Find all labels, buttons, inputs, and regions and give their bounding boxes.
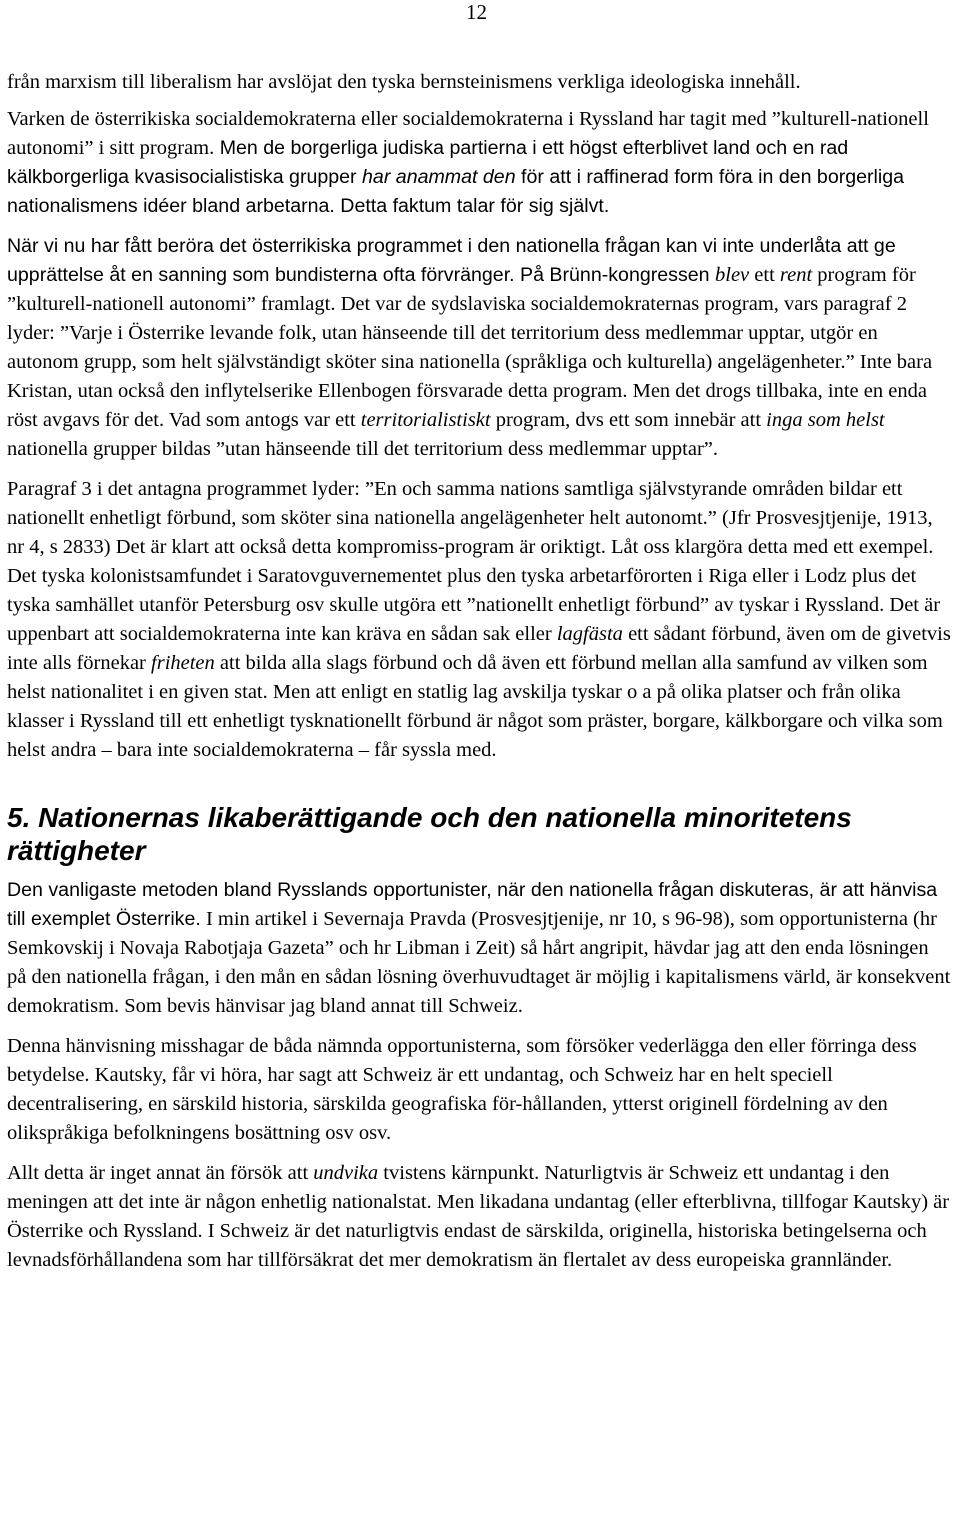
paragraph-4-text-b: ett sådant förbund, även om de givetvis inte alls förnekar (7, 623, 951, 674)
paragraph-4-emphasis-2: friheten (151, 652, 215, 674)
paragraph-5-text-a: Den vanligaste metoden bland Rysslands opportunister, när den nationella frågan diskuteras, är att hänvisa till exemplet Österrike. (7, 879, 938, 930)
paragraph-5 (7, 876, 953, 1021)
paragraph-6-text: Denna hänvisning misshagar de båda nämnda opportunisterna, som försöker vederlägga den eller förringa dess betydelse. Kautsky, får vi höra, har sagt att Schweiz är ett undantag, och Schweiz har en helt speciell decentralisering, en särskild historia, särskilda geografiska för-hållanden, ytterst originell fördelning av den olikspråkiga befolkningens bosättning osv osv. (7, 1035, 917, 1144)
paragraph-4 (7, 475, 953, 765)
section-heading: 5. Nationernas likaberättigande och den nationella minoritetens rättigheter (7, 802, 852, 866)
paragraph-1-text: från marxism till liberalism har avslöjat den tyska bernsteinismens verkliga ideologiska innehåll. (7, 71, 801, 93)
paragraph-2-text-c: för att i raffinerad form föra in den borgerliga nationalismens idéer bland arbetarna. Detta faktum talar för sig självt. (7, 166, 905, 217)
paragraph-1 (7, 68, 953, 97)
paragraph-2-text-b: Men de borgerliga judiska partierna i ett högst efterblivet land och en rad kälkborgerliga kvasisocialistiska grupper (7, 137, 849, 188)
paragraph-3-text-d: program, dvs ett som innebär att (490, 409, 767, 431)
paragraph-7 (7, 1159, 953, 1275)
paragraph-3-emphasis-1: blev (715, 264, 750, 286)
paragraph-4-emphasis-1: lagfästa (556, 623, 623, 645)
paragraph-3-emphasis-4: inga som helst (766, 409, 885, 431)
paragraph-7-text-b: tvistens kärnpunkt. Naturligtvis är Schweiz ett undantag i den meningen att det inte är någon enhetlig nationalstat. Men likadana undantag (eller efterblivna, tillfogar Kautsky) är Österrike och Ryssland. I Schweiz är det naturligtvis endast de särskilda, originella, historiska betingelserna och levnadsförhållandena som har tillförsäkrat det mer demokratism än flertalet av dess europeiska grannländer. (7, 1162, 950, 1271)
paragraph-3-emphasis-3: territorialistiskt (360, 409, 491, 431)
paragraph-6 (7, 1032, 953, 1148)
paragraph-3-text-c: program för ”kulturell-nationell autonomi” framlagt. Det var de sydslaviska socialdemokraternas program, vars paragraf 2 lyder: ”Varje i Österrike levande folk, utan hänseende till det territorium dess medlemmar upptar, utgör en autonom grupp, som helt självständigt sköter sina nationella (språkliga och kulturella) angelägenheter.” Inte bara Kristan, utan också den inflytelserike Ellenbogen försvarade detta program. Men det drogs tillbaka, inte en enda röst avgavs för det. Vad som antogs var ett (7, 264, 933, 431)
paragraph-3-text-e: nationella grupper bildas ”utan hänseende till det territorium dess medlemmar upptar”. (7, 438, 719, 460)
paragraph-3-text-b: ett (749, 264, 780, 286)
paragraph-3-text-a: När vi nu har fått beröra det österrikiska programmet i den nationella frågan kan vi inte underlåta att ge upprättelse åt en sanning som bundisterna ofta förvränger. På Brünn-kongressen (7, 235, 896, 286)
document-body (7, 68, 953, 1286)
paragraph-2 (7, 105, 953, 221)
paragraph-4-text-c: att bilda alla slags förbund och då även ett förbund mellan alla samfund av vilken som helst nationalitet i en given stat. Men att enligt en statlig lag avskilja tyskar o a på olika platser och från olika klasser i Ryssland till ett enhetligt tysknationellt förbund är något som präster, borgare, kälkborgare och vilka som helst andra – bara inte socialdemokraterna – får syssla med. (7, 652, 943, 761)
paragraph-5-text-b: I min artikel i Severnaja Pravda (Prosvesjtjenije, nr 10, s 96-98), som opportunisterna (hr Semkovskij i Novaja Rabotjaja Gazeta” och hr Libman i Zeit) så hårt angripit, hävdar jag att den enda lösningen på den nationella frågan, i den mån en sådan lösning överhuvudtaget är möjlig i kapitalismens värld, är konsekvent demokratism. Som bevis hänvisar jag bland annat till Schweiz. (7, 908, 951, 1017)
paragraph-2-emphasis: har anammat den (362, 166, 516, 188)
page-number: 12 (466, 0, 487, 24)
paragraph-2-text-a: Varken de österrikiska socialdemokraterna eller socialdemokraterna i Ryssland har tagit med ”kulturell-nationell autonomi” i sitt program. (7, 108, 929, 159)
paragraph-7-text-a: Allt detta är inget annat än försök att (7, 1162, 314, 1184)
paragraph-4-text-a: Paragraf 3 i det antagna programmet lyder: ”En och samma nations samtliga självstyrande områden bildar ett nationellt enhetligt förbund, som sköter sina nationella angelägenheter helt autonomt.” (Jfr Prosvesjtjenije, 1913, nr 4, s 2833) Det är klart att också detta kompromiss-program är oriktigt. Låt oss klargöra detta med ett exempel. Det tyska kolonistsamfundet i Saratovguvernementet plus den tyska arbetarförorten i Riga eller i Lodz plus det tyska samhället utanför Petersburg osv skulle utgöra ett ”nationellt enhetligt förbund” av tyskar i Ryssland. Det är uppenbart att socialdemokraterna inte kan kräva en sådan sak eller (7, 478, 941, 645)
paragraph-3 (7, 232, 953, 464)
paragraph-3-emphasis-2: rent (779, 264, 813, 286)
paragraph-7-emphasis: undvika (313, 1162, 379, 1184)
